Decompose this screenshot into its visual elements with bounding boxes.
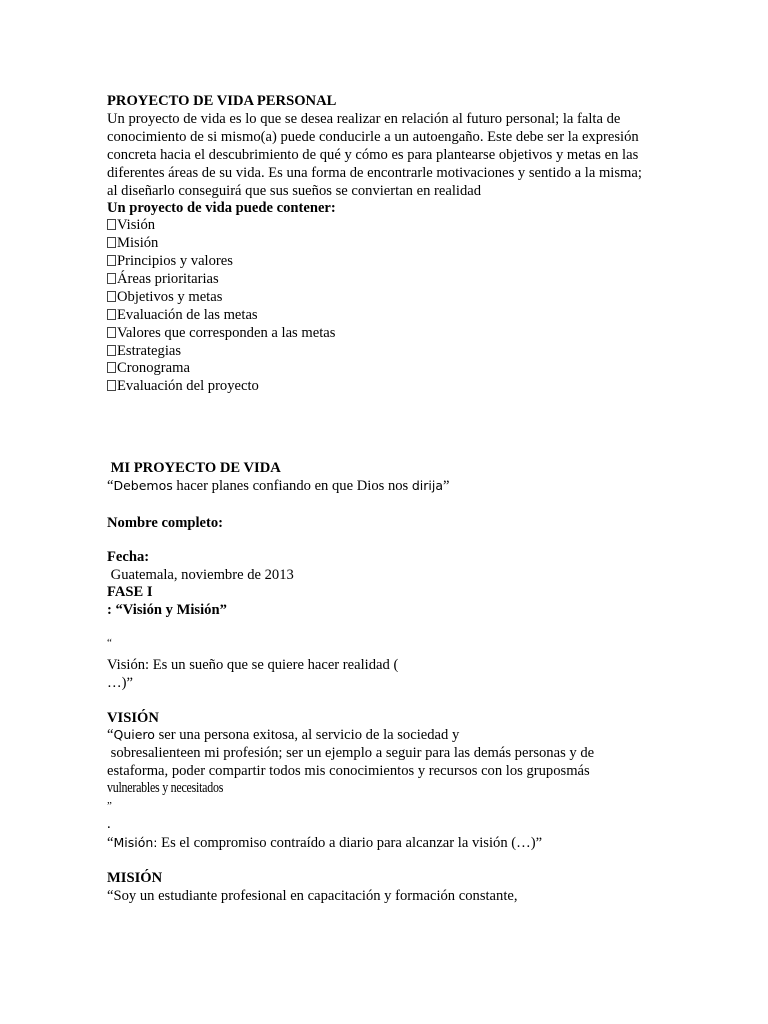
missing-glyph-bullet-icon: [107, 327, 116, 338]
vision-text-line-1: “Quiero ser una persona exitosa, al servicio de la sociedad y: [107, 727, 460, 743]
stray-quote-mark: “: [107, 637, 112, 649]
list-item: Visión: [107, 216, 155, 234]
period-mark: .: [107, 816, 111, 832]
missing-glyph-bullet-icon: [107, 380, 116, 391]
intro-paragraph-line-4: diferentes áreas de su vida. Es una forma de encontrarle motivaciones y sentido a la misma;: [107, 165, 642, 181]
missing-glyph-bullet-icon: [107, 291, 116, 302]
intro-paragraph-line-5: al diseñarlo conseguirá que sus sueños se conviertan en realidad: [107, 183, 482, 199]
motto-quote: “Debemos hacer planes confiando en que Dios nos dirija”: [107, 478, 450, 494]
list-item: Estrategias: [107, 342, 181, 360]
vision-definition-line-2: …)”: [107, 675, 133, 691]
second-section-title: MI PROYECTO DE VIDA: [107, 460, 281, 476]
phase-title: FASE I: [107, 584, 153, 600]
intro-paragraph-line-1: Un proyecto de vida es lo que se desea realizar en relación al futuro personal; la falta de: [107, 111, 621, 127]
missing-glyph-bullet-icon: [107, 345, 116, 356]
intro-paragraph-line-3: concreta hacia el descubrimiento de qué y cómo es para plantearse objetivos y metas en las: [107, 147, 639, 163]
missing-glyph-bullet-icon: [107, 237, 116, 248]
list-item: Valores que corresponden a las metas: [107, 324, 335, 342]
list-item: Principios y valores: [107, 252, 233, 270]
list-heading: Un proyecto de vida puede contener:: [107, 200, 336, 216]
vision-close-quote: ”: [107, 800, 112, 812]
mision-definition: “Misión: Es el compromiso contraído a diario para alcanzar la visión (…)”: [107, 835, 543, 851]
date-value: Guatemala, noviembre de 2013: [107, 567, 294, 583]
mision-text-line-1: “Soy un estudiante profesional en capacitación y formación constante,: [107, 888, 518, 904]
missing-glyph-bullet-icon: [107, 362, 116, 373]
missing-glyph-bullet-icon: [107, 255, 116, 266]
phase-subtitle: : “Visión y Misión”: [107, 602, 227, 618]
vision-text-line-4: vulnerables y necesitados: [107, 780, 224, 796]
section-title: PROYECTO DE VIDA PERSONAL: [107, 93, 337, 109]
vision-text-line-2: sobresalienteen mi profesión; ser un ejemplo a seguir para las demás personas y de: [107, 745, 595, 761]
list-item: Objetivos y metas: [107, 288, 222, 306]
vision-text-line-3: estaforma, poder compartir todos mis conocimientos y recursos con los gruposmás: [107, 763, 590, 779]
mision-heading: MISIÓN: [107, 870, 163, 886]
vision-definition-line-1: Visión: Es un sueño que se quiere hacer realidad (: [107, 657, 399, 673]
list-item: Cronograma: [107, 359, 190, 377]
list-item: Áreas prioritarias: [107, 270, 219, 288]
date-label: Fecha:: [107, 549, 150, 565]
missing-glyph-bullet-icon: [107, 273, 116, 284]
list-item: Evaluación del proyecto: [107, 377, 259, 395]
missing-glyph-bullet-icon: [107, 219, 116, 230]
full-name-label: Nombre completo:: [107, 515, 224, 531]
list-item: Misión: [107, 234, 158, 252]
missing-glyph-bullet-icon: [107, 309, 116, 320]
list-item: Evaluación de las metas: [107, 306, 258, 324]
intro-paragraph-line-2: conocimiento de si mismo(a) puede conducirle a un autoengaño. Este debe ser la expresión: [107, 129, 639, 145]
vision-heading: VISIÓN: [107, 710, 159, 726]
